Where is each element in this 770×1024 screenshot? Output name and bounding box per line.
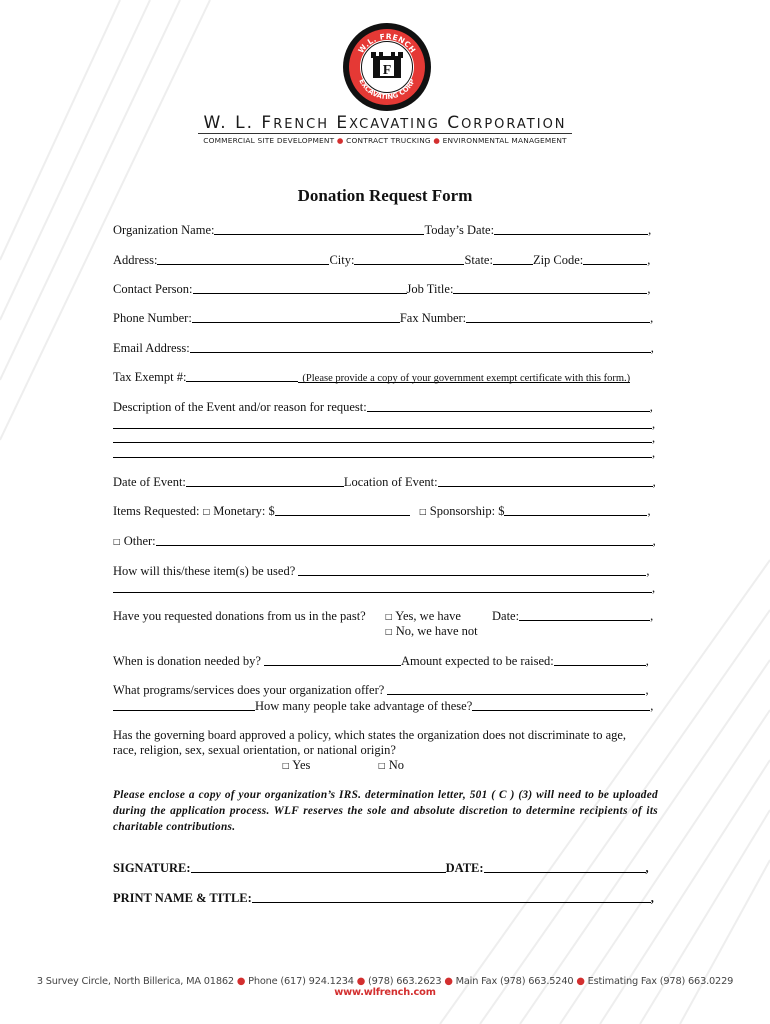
row-programs: What programs/services does your organization offer? , xyxy=(113,683,649,697)
row-phone: Phone Number: Fax Number: , xyxy=(113,311,654,325)
policy-yes-label: Yes xyxy=(292,758,311,772)
footer-main-fax: Main Fax (978) 663.5240 xyxy=(455,976,574,987)
tax-exempt-note: (Please provide a copy of your government exempt certificate with this form.) xyxy=(298,371,630,383)
when-needed-field[interactable] xyxy=(264,654,401,666)
programs-field-continued[interactable] xyxy=(113,699,255,711)
zip-label: Zip Code: xyxy=(532,253,584,267)
row-description: Description of the Event and/or reason for request: , xyxy=(113,400,653,414)
past-date-field[interactable] xyxy=(519,609,650,621)
row-yes-we-have xyxy=(385,609,461,624)
row-policy-no xyxy=(378,758,404,773)
programs-field[interactable] xyxy=(387,683,645,695)
past-date-label: Date: xyxy=(492,609,520,623)
row-event: Date of Event: Location of Event: , xyxy=(113,475,656,489)
row-address: Address: City: State: Zip Code: , xyxy=(113,253,651,267)
state-label: State: xyxy=(464,253,493,267)
city-field[interactable] xyxy=(354,253,464,265)
zip-field[interactable] xyxy=(583,253,647,265)
row-other: □ Other: , xyxy=(113,534,656,548)
email-field[interactable] xyxy=(190,341,651,353)
signature-label: SIGNATURE: xyxy=(113,861,191,875)
how-many-field[interactable] xyxy=(472,699,650,711)
contact-person-field[interactable] xyxy=(193,282,407,294)
signature-field[interactable] xyxy=(191,861,446,873)
row-organization: Organization Name: Today’s Date: , xyxy=(113,223,652,237)
how-used-line-2[interactable] xyxy=(113,592,652,593)
job-title-field[interactable] xyxy=(453,282,647,294)
row-policy-yes xyxy=(282,758,310,773)
logo-top-text: W.L. FRENCH xyxy=(356,31,418,55)
how-used-field[interactable] xyxy=(298,564,646,576)
past-request-label: Have you requested donations from us in the past? xyxy=(113,609,366,623)
todays-date-field[interactable] xyxy=(494,223,648,235)
footer-phone: Phone (617) 924.1234 xyxy=(248,976,354,987)
fax-label: Fax Number: xyxy=(399,311,467,325)
tax-exempt-label: Tax Exempt #: xyxy=(113,370,187,384)
email-label: Email Address: xyxy=(113,341,190,355)
other-checkbox[interactable]: □ xyxy=(113,537,121,546)
tax-exempt-field[interactable] xyxy=(186,370,298,382)
row-past-date: Date: , xyxy=(492,609,654,623)
yes-we-have-checkbox[interactable]: □ xyxy=(385,612,393,621)
fax-field[interactable] xyxy=(466,311,650,323)
company-tagline: COMMERCIAL SITE DEVELOPMENT ● CONTRACT TRUCKING ● ENVIRONMENTAL MANAGEMENT xyxy=(203,136,567,145)
monetary-checkbox[interactable]: □ xyxy=(202,507,211,516)
irs-notice: Please enclose a copy of your organization’s IRS. determination letter, 501 ( C ) (3) will need to be uploaded during the application process. WLF reserves the sole and absolute discretion to determine recipients of its charitable contributions. xyxy=(113,789,658,833)
row-tax-exempt xyxy=(113,370,630,385)
row-items-requested: Items Requested: □ Monetary: $ □ Sponsorship: $ , xyxy=(113,504,651,518)
sponsorship-checkbox[interactable]: □ xyxy=(419,507,427,516)
print-name-field[interactable] xyxy=(252,891,651,903)
description-label: Description of the Event and/or reason for request: xyxy=(113,400,367,414)
how-used-label: How will this/these item(s) be used? xyxy=(113,564,296,578)
location-of-event-label: Location of Event: xyxy=(343,475,438,489)
footer-address: 3 Survey Circle, North Billerica, MA 01862 xyxy=(36,976,234,987)
programs-label: What programs/services does your organization offer? xyxy=(113,683,385,697)
other-field[interactable] xyxy=(156,534,653,546)
footer-phone-2: (978) 663.2623 xyxy=(368,976,442,987)
policy-no-label: No xyxy=(388,758,404,772)
description-line-2[interactable] xyxy=(113,428,652,429)
form-title: Donation Request Form xyxy=(297,186,473,205)
policy-no-checkbox[interactable]: □ xyxy=(378,761,386,770)
state-field[interactable] xyxy=(493,253,533,265)
date-of-event-field[interactable] xyxy=(186,475,344,487)
phone-label: Phone Number: xyxy=(113,311,192,325)
items-requested-label: Items Requested: xyxy=(113,504,200,518)
footer-website-link[interactable]: www.wlfrench.com xyxy=(334,987,436,998)
todays-date-label: Today’s Date: xyxy=(424,223,495,237)
address-field[interactable] xyxy=(157,253,329,265)
description-line-3[interactable] xyxy=(113,442,652,443)
address-label: Address: xyxy=(113,253,158,267)
amount-expected-label: Amount expected to be raised: xyxy=(401,654,554,668)
signature-date-field[interactable] xyxy=(484,861,646,873)
monetary-field[interactable] xyxy=(275,504,410,516)
policy-yes-checkbox[interactable]: □ xyxy=(282,761,290,770)
date-of-event-label: Date of Event: xyxy=(113,475,186,489)
company-name: W. L. FRENCH EXCAVATING CORPORATION xyxy=(203,113,567,133)
description-line-4[interactable] xyxy=(113,457,652,458)
logo-bottom-text: EXCAVATING CORP xyxy=(357,77,417,102)
how-many-label: How many people take advantage of these? xyxy=(255,699,473,713)
company-rule xyxy=(198,133,572,134)
organization-name-label: Organization Name: xyxy=(113,223,215,237)
description-field[interactable] xyxy=(367,400,650,412)
monetary-label: Monetary: $ xyxy=(213,504,275,518)
row-when-needed: When is donation needed by? Amount expected to be raised: , xyxy=(113,654,649,668)
job-title-label: Job Title: xyxy=(406,282,454,296)
logo-letter: F xyxy=(382,63,392,78)
row-contact: Contact Person: Job Title: , xyxy=(113,282,651,296)
row-signature: SIGNATURE: DATE: , xyxy=(113,861,649,875)
contact-person-label: Contact Person: xyxy=(113,282,193,296)
amount-expected-field[interactable] xyxy=(554,654,646,666)
company-logo xyxy=(342,22,432,112)
row-how-used: How will this/these item(s) be used? , xyxy=(113,564,650,578)
date-caps-label: DATE: xyxy=(445,861,484,875)
row-print-name: PRINT NAME & TITLE: , xyxy=(113,891,654,905)
no-we-have-not-label: No, we have not xyxy=(395,624,478,638)
policy-question-line-2: race, religion, sex, sexual orientation, or national origin? xyxy=(113,743,396,757)
print-name-label: PRINT NAME & TITLE: xyxy=(113,891,252,905)
no-we-have-not-checkbox[interactable]: □ xyxy=(385,627,393,636)
other-label: Other: xyxy=(123,534,156,548)
city-label: City: xyxy=(329,253,355,267)
sponsorship-label: Sponsorship: $ xyxy=(429,504,505,518)
phone-field[interactable] xyxy=(192,311,400,323)
row-email: Email Address: , xyxy=(113,341,654,355)
policy-question-line-1: Has the governing board approved a policy, which states the organization does not discriminate to age, xyxy=(113,728,627,742)
yes-we-have-label: Yes, we have xyxy=(395,609,461,623)
footer-contact: 3 Survey Circle, North Billerica, MA 01862 ● Phone (617) 924.1234 ● (978) 663.2623 ● Main Fax (978) 663.5240 ● Estimating Fax (978) 663.0229 www.wlfrench.com xyxy=(36,976,734,998)
when-needed-label: When is donation needed by? xyxy=(113,654,261,668)
row-no-we-have-not xyxy=(385,624,478,639)
location-of-event-field[interactable] xyxy=(438,475,653,487)
row-how-many: How many people take advantage of these? , xyxy=(113,699,653,714)
sponsorship-field[interactable] xyxy=(504,504,647,516)
organization-name-field[interactable] xyxy=(214,223,424,235)
footer-estimating-fax: Estimating Fax (978) 663.0229 xyxy=(587,976,734,987)
